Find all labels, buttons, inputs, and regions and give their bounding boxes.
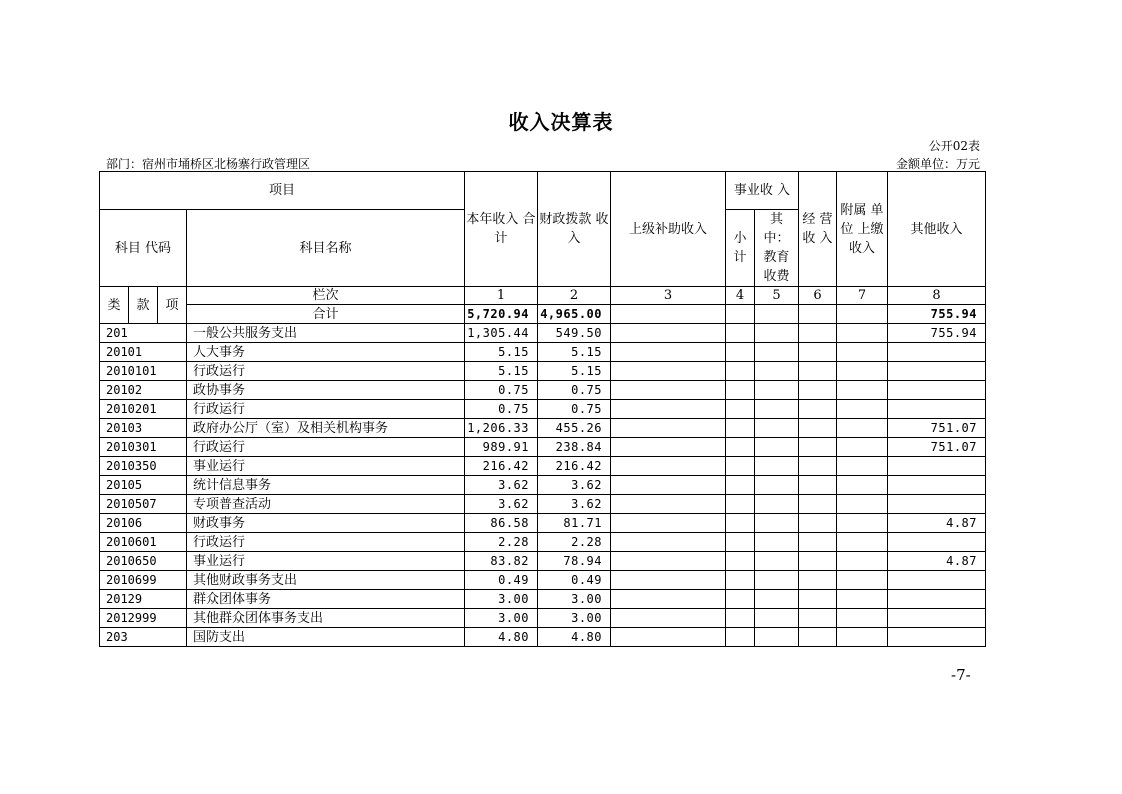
- operating-income-cell: [799, 533, 837, 552]
- other-income-cell: [888, 362, 986, 381]
- superior-subsidy-cell: [611, 419, 726, 438]
- other-income-cell: [888, 571, 986, 590]
- subject-code-cell: 203: [100, 628, 187, 647]
- affiliated-income-cell: [837, 495, 888, 514]
- header-project: 项目: [100, 172, 465, 210]
- col-num: 4: [726, 287, 755, 305]
- header-affiliated-income: 附属 单位 上缴 收入: [837, 172, 888, 287]
- empty-cell: [837, 305, 888, 324]
- fiscal-allocation-cell: 238.84: [538, 438, 611, 457]
- subject-name-cell: 财政事务: [187, 514, 465, 533]
- header-fiscal-allocation: 财政拨款 收入: [538, 172, 611, 287]
- edu-fees-cell: [755, 495, 799, 514]
- subject-code-cell: 20105: [100, 476, 187, 495]
- empty-cell: [799, 305, 837, 324]
- table-row: [100, 514, 986, 533]
- col-num: 5: [755, 287, 799, 305]
- other-income-cell: [888, 533, 986, 552]
- superior-subsidy-cell: [611, 609, 726, 628]
- edu-fees-cell: [755, 609, 799, 628]
- subject-name-cell: 人大事务: [187, 343, 465, 362]
- header-business-income: 事业收 入: [726, 172, 799, 210]
- superior-subsidy-cell: [611, 476, 726, 495]
- totals-other-income: 755.94: [888, 305, 986, 324]
- totals-row: [100, 305, 986, 324]
- subtotal-cell: [726, 324, 755, 343]
- table-row: [100, 419, 986, 438]
- subtotal-cell: [726, 362, 755, 381]
- subject-code-cell: 20101: [100, 343, 187, 362]
- subject-name-cell: 事业运行: [187, 552, 465, 571]
- header-operating-income: 经 营 收 入: [799, 172, 837, 287]
- edu-fees-cell: [755, 419, 799, 438]
- subject-code-cell: 20106: [100, 514, 187, 533]
- subject-code-cell: 2010699: [100, 571, 187, 590]
- other-income-cell: 4.87: [888, 552, 986, 571]
- totals-label: 合计: [187, 305, 465, 324]
- affiliated-income-cell: [837, 343, 888, 362]
- header-lei: 类: [100, 287, 129, 324]
- table-row: [100, 438, 986, 457]
- fiscal-allocation-cell: 3.62: [538, 495, 611, 514]
- subject-name-cell: 政协事务: [187, 381, 465, 400]
- table-row: [100, 571, 986, 590]
- form-number: 公开02表: [928, 139, 980, 153]
- total-income-cell: 989.91: [465, 438, 538, 457]
- affiliated-income-cell: [837, 476, 888, 495]
- empty-cell: [755, 305, 799, 324]
- total-income-cell: 4.80: [465, 628, 538, 647]
- other-income-cell: [888, 381, 986, 400]
- other-income-cell: [888, 457, 986, 476]
- table-row: [100, 400, 986, 419]
- superior-subsidy-cell: [611, 533, 726, 552]
- subject-code-cell: 2010507: [100, 495, 187, 514]
- edu-fees-cell: [755, 457, 799, 476]
- table-row: [100, 628, 986, 647]
- subject-name-cell: 政府办公厅（室）及相关机构事务: [187, 419, 465, 438]
- subject-name-cell: 国防支出: [187, 628, 465, 647]
- affiliated-income-cell: [837, 400, 888, 419]
- fiscal-allocation-cell: 4.80: [538, 628, 611, 647]
- subject-code-cell: 2010650: [100, 552, 187, 571]
- header-kuan: 款: [129, 287, 158, 324]
- column-index-label: 栏次: [187, 287, 465, 305]
- totals-fiscal-allocation: 4,965.00: [538, 305, 611, 324]
- affiliated-income-cell: [837, 609, 888, 628]
- subject-name-cell: 其他财政事务支出: [187, 571, 465, 590]
- subject-code-cell: 2012999: [100, 609, 187, 628]
- edu-fees-cell: [755, 343, 799, 362]
- edu-fees-cell: [755, 324, 799, 343]
- fiscal-allocation-cell: 81.71: [538, 514, 611, 533]
- superior-subsidy-cell: [611, 495, 726, 514]
- operating-income-cell: [799, 457, 837, 476]
- subtotal-cell: [726, 628, 755, 647]
- subtotal-cell: [726, 514, 755, 533]
- total-income-cell: 0.49: [465, 571, 538, 590]
- table-row: [100, 343, 986, 362]
- affiliated-income-cell: [837, 533, 888, 552]
- other-income-cell: 4.87: [888, 514, 986, 533]
- subtotal-cell: [726, 438, 755, 457]
- affiliated-income-cell: [837, 381, 888, 400]
- empty-cell: [611, 305, 726, 324]
- other-income-cell: [888, 495, 986, 514]
- operating-income-cell: [799, 476, 837, 495]
- subject-code-cell: 201: [100, 324, 187, 343]
- col-num: 3: [611, 287, 726, 305]
- subject-code-cell: 2010350: [100, 457, 187, 476]
- table-row: [100, 495, 986, 514]
- affiliated-income-cell: [837, 552, 888, 571]
- operating-income-cell: [799, 609, 837, 628]
- affiliated-income-cell: [837, 457, 888, 476]
- affiliated-income-cell: [837, 419, 888, 438]
- subtotal-cell: [726, 457, 755, 476]
- subtotal-cell: [726, 381, 755, 400]
- other-income-cell: [888, 343, 986, 362]
- total-income-cell: 5.15: [465, 343, 538, 362]
- subject-code-cell: 2010201: [100, 400, 187, 419]
- subtotal-cell: [726, 400, 755, 419]
- fiscal-allocation-cell: 455.26: [538, 419, 611, 438]
- subject-name-cell: 一般公共服务支出: [187, 324, 465, 343]
- fiscal-allocation-cell: 2.28: [538, 533, 611, 552]
- subject-code-cell: 20103: [100, 419, 187, 438]
- total-income-cell: 216.42: [465, 457, 538, 476]
- superior-subsidy-cell: [611, 571, 726, 590]
- subtotal-cell: [726, 571, 755, 590]
- subject-name-cell: 统计信息事务: [187, 476, 465, 495]
- header-edu-fees: 其 中： 教育 收费: [755, 210, 799, 287]
- operating-income-cell: [799, 400, 837, 419]
- other-income-cell: [888, 400, 986, 419]
- superior-subsidy-cell: [611, 324, 726, 343]
- superior-subsidy-cell: [611, 438, 726, 457]
- edu-fees-cell: [755, 476, 799, 495]
- subtotal-cell: [726, 590, 755, 609]
- edu-fees-cell: [755, 381, 799, 400]
- header-subtotal: 小 计: [726, 210, 755, 287]
- table-row: [100, 476, 986, 495]
- operating-income-cell: [799, 552, 837, 571]
- col-num: 2: [538, 287, 611, 305]
- operating-income-cell: [799, 381, 837, 400]
- header-subject-name: 科目名称: [187, 210, 465, 287]
- affiliated-income-cell: [837, 438, 888, 457]
- unit-label: 金额单位：万元: [895, 157, 980, 171]
- table-row: [100, 381, 986, 400]
- total-income-cell: 1,206.33: [465, 419, 538, 438]
- other-income-cell: 751.07: [888, 438, 986, 457]
- fiscal-allocation-cell: 216.42: [538, 457, 611, 476]
- affiliated-income-cell: [837, 571, 888, 590]
- header-xiang: 项: [158, 287, 187, 324]
- subject-name-cell: 行政运行: [187, 400, 465, 419]
- subject-name-cell: 行政运行: [187, 362, 465, 381]
- total-income-cell: 3.00: [465, 609, 538, 628]
- subtotal-cell: [726, 476, 755, 495]
- subject-code-cell: 2010601: [100, 533, 187, 552]
- subject-code-cell: 2010301: [100, 438, 187, 457]
- total-income-cell: 3.00: [465, 590, 538, 609]
- fiscal-allocation-cell: 5.15: [538, 362, 611, 381]
- income-statement-table: [99, 171, 986, 647]
- operating-income-cell: [799, 628, 837, 647]
- operating-income-cell: [799, 571, 837, 590]
- total-income-cell: 1,305.44: [465, 324, 538, 343]
- superior-subsidy-cell: [611, 400, 726, 419]
- col-num: 8: [888, 287, 986, 305]
- superior-subsidy-cell: [611, 381, 726, 400]
- subtotal-cell: [726, 419, 755, 438]
- table-row: [100, 457, 986, 476]
- edu-fees-cell: [755, 628, 799, 647]
- total-income-cell: 2.28: [465, 533, 538, 552]
- edu-fees-cell: [755, 400, 799, 419]
- affiliated-income-cell: [837, 590, 888, 609]
- fiscal-allocation-cell: 549.50: [538, 324, 611, 343]
- other-income-cell: [888, 476, 986, 495]
- header-other-income: 其他收入: [888, 172, 986, 287]
- superior-subsidy-cell: [611, 362, 726, 381]
- fiscal-allocation-cell: 5.15: [538, 343, 611, 362]
- subject-code-cell: 20129: [100, 590, 187, 609]
- affiliated-income-cell: [837, 514, 888, 533]
- affiliated-income-cell: [837, 324, 888, 343]
- subject-name-cell: 行政运行: [187, 533, 465, 552]
- table-row: [100, 609, 986, 628]
- subtotal-cell: [726, 552, 755, 571]
- operating-income-cell: [799, 438, 837, 457]
- fiscal-allocation-cell: 78.94: [538, 552, 611, 571]
- header-total-income: 本年收入 合计: [465, 172, 538, 287]
- edu-fees-cell: [755, 438, 799, 457]
- total-income-cell: 86.58: [465, 514, 538, 533]
- affiliated-income-cell: [837, 362, 888, 381]
- subject-name-cell: 其他群众团体事务支出: [187, 609, 465, 628]
- other-income-cell: [888, 609, 986, 628]
- department-label: 部门：宿州市埇桥区北杨寨行政管理区: [106, 157, 311, 171]
- table-row: [100, 552, 986, 571]
- operating-income-cell: [799, 343, 837, 362]
- subtotal-cell: [726, 533, 755, 552]
- operating-income-cell: [799, 514, 837, 533]
- operating-income-cell: [799, 362, 837, 381]
- fiscal-allocation-cell: 3.00: [538, 609, 611, 628]
- page-number: -7-: [951, 666, 971, 684]
- subtotal-cell: [726, 609, 755, 628]
- operating-income-cell: [799, 419, 837, 438]
- col-num: 6: [799, 287, 837, 305]
- superior-subsidy-cell: [611, 514, 726, 533]
- fiscal-allocation-cell: 0.75: [538, 400, 611, 419]
- subject-name-cell: 专项普查活动: [187, 495, 465, 514]
- page-title: 收入决算表: [508, 110, 614, 134]
- fiscal-allocation-cell: 0.49: [538, 571, 611, 590]
- affiliated-income-cell: [837, 628, 888, 647]
- superior-subsidy-cell: [611, 590, 726, 609]
- operating-income-cell: [799, 324, 837, 343]
- fiscal-allocation-cell: 3.62: [538, 476, 611, 495]
- total-income-cell: 0.75: [465, 381, 538, 400]
- subtotal-cell: [726, 343, 755, 362]
- subject-code-cell: 20102: [100, 381, 187, 400]
- other-income-cell: [888, 590, 986, 609]
- superior-subsidy-cell: [611, 552, 726, 571]
- subject-name-cell: 事业运行: [187, 457, 465, 476]
- superior-subsidy-cell: [611, 343, 726, 362]
- total-income-cell: 3.62: [465, 476, 538, 495]
- subtotal-cell: [726, 495, 755, 514]
- empty-cell: [726, 305, 755, 324]
- header-superior-subsidy: 上级补助收入: [611, 172, 726, 287]
- table-row: [100, 324, 986, 343]
- col-num: 7: [837, 287, 888, 305]
- edu-fees-cell: [755, 362, 799, 381]
- edu-fees-cell: [755, 514, 799, 533]
- other-income-cell: 755.94: [888, 324, 986, 343]
- fiscal-allocation-cell: 3.00: [538, 590, 611, 609]
- table-row: [100, 590, 986, 609]
- edu-fees-cell: [755, 571, 799, 590]
- superior-subsidy-cell: [611, 628, 726, 647]
- table-row: [100, 362, 986, 381]
- subject-code-cell: 2010101: [100, 362, 187, 381]
- edu-fees-cell: [755, 533, 799, 552]
- subject-name-cell: 行政运行: [187, 438, 465, 457]
- total-income-cell: 3.62: [465, 495, 538, 514]
- subject-name-cell: 群众团体事务: [187, 590, 465, 609]
- other-income-cell: 751.07: [888, 419, 986, 438]
- total-income-cell: 5.15: [465, 362, 538, 381]
- fiscal-allocation-cell: 0.75: [538, 381, 611, 400]
- operating-income-cell: [799, 495, 837, 514]
- total-income-cell: 0.75: [465, 400, 538, 419]
- superior-subsidy-cell: [611, 457, 726, 476]
- edu-fees-cell: [755, 590, 799, 609]
- header-subject-code: 科目 代码: [100, 210, 187, 287]
- operating-income-cell: [799, 590, 837, 609]
- edu-fees-cell: [755, 552, 799, 571]
- total-income-cell: 83.82: [465, 552, 538, 571]
- other-income-cell: [888, 628, 986, 647]
- table-row: [100, 533, 986, 552]
- col-num: 1: [465, 287, 538, 305]
- totals-total-income: 5,720.94: [465, 305, 538, 324]
